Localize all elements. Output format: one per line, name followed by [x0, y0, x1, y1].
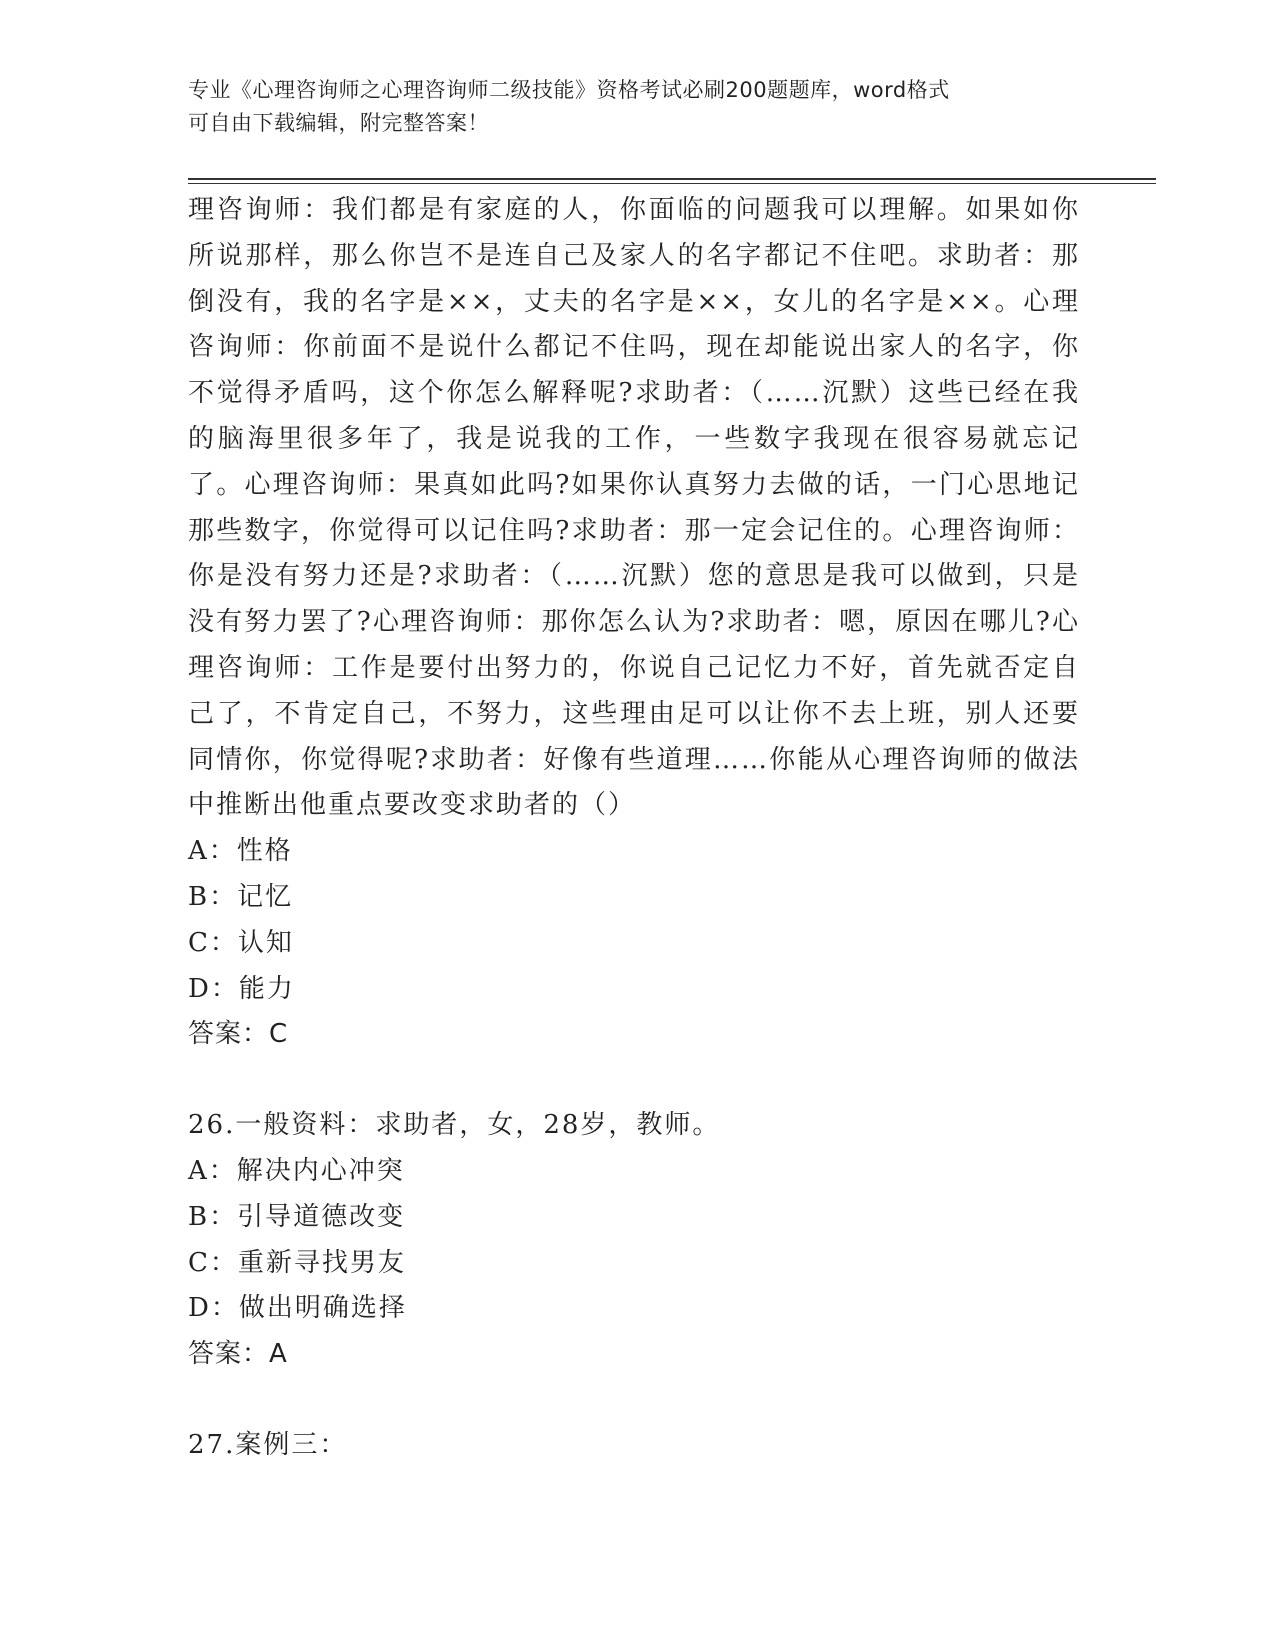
question-25	[188, 188, 1088, 1058]
question-26-title: 26.一般资料：求助者，女，28岁，教师。	[188, 1110, 721, 1141]
question-26-option-b: B：引导道德改变	[188, 1201, 406, 1232]
question-spacer	[188, 1378, 1088, 1423]
question-26-option-d: D：做出明确选择	[188, 1293, 407, 1324]
question-27-title: 27.案例三：	[188, 1429, 348, 1460]
question-25-option-c: C：认知	[188, 927, 294, 958]
question-25-option-b: B：记忆	[188, 881, 294, 912]
header-divider	[188, 178, 1156, 184]
question-25-text: 理咨询师：我们都是有家庭的人，你面临的问题我可以理解。如果如你所说那样，那么你岂不是连自己及家人的名字都记不住吧。求助者：那倒没有，我的名字是××，丈夫的名字是××，女儿的名字是××。心理咨询师：你前面不是说什么都记不住吗，现在却能说出家人的名字，你不觉得矛盾吗，这个你怎么解释呢?求助者：（……沉默）这些已经在我的脑海里很多年了，我是说我的工作，一些数字我现在很容易就忘记了。心理咨询师：果真如此吗?如果你认真努力去做的话，一门心思地记那些数字，你觉得可以记住吗?求助者：那一定会记住的。心理咨询师：你是没有努力还是?求助者：（……沉默）您的意思是我可以做到，只是没有努力罢了?心理咨询师：那你怎么认为?求助者：嗯，原因在哪儿?心理咨询师：工作是要付出努力的，你说自己记忆力不好，首先就否定自己了，不肯定自己，不努力，这些理由足可以让你不去上班，别人还要同情你，你觉得呢?求助者：好像有些道理……你能从心理咨询师的做法中推断出他重点要改变求助者的（）	[188, 195, 1080, 821]
question-27	[188, 1423, 1088, 1469]
question-spacer	[188, 1058, 1088, 1103]
header-title-line-2: 可自由下载编辑，附完整答案！	[188, 111, 489, 135]
header-title-line-1: 专业《心理咨询师之心理咨询师二级技能》资格考试必刷200题题库，word格式	[188, 78, 950, 102]
question-25-option-d: D：能力	[188, 973, 295, 1004]
document-body	[188, 188, 1088, 1469]
question-26-option-a: A：解决内心冲突	[188, 1155, 405, 1186]
question-26-option-c: C：重新寻找男友	[188, 1247, 406, 1278]
question-26	[188, 1103, 1088, 1378]
question-25-answer: 答案：C	[188, 1019, 289, 1050]
question-25-option-a: A：性格	[188, 836, 293, 867]
question-26-answer: 答案：A	[188, 1339, 288, 1370]
document-header	[188, 74, 1068, 140]
